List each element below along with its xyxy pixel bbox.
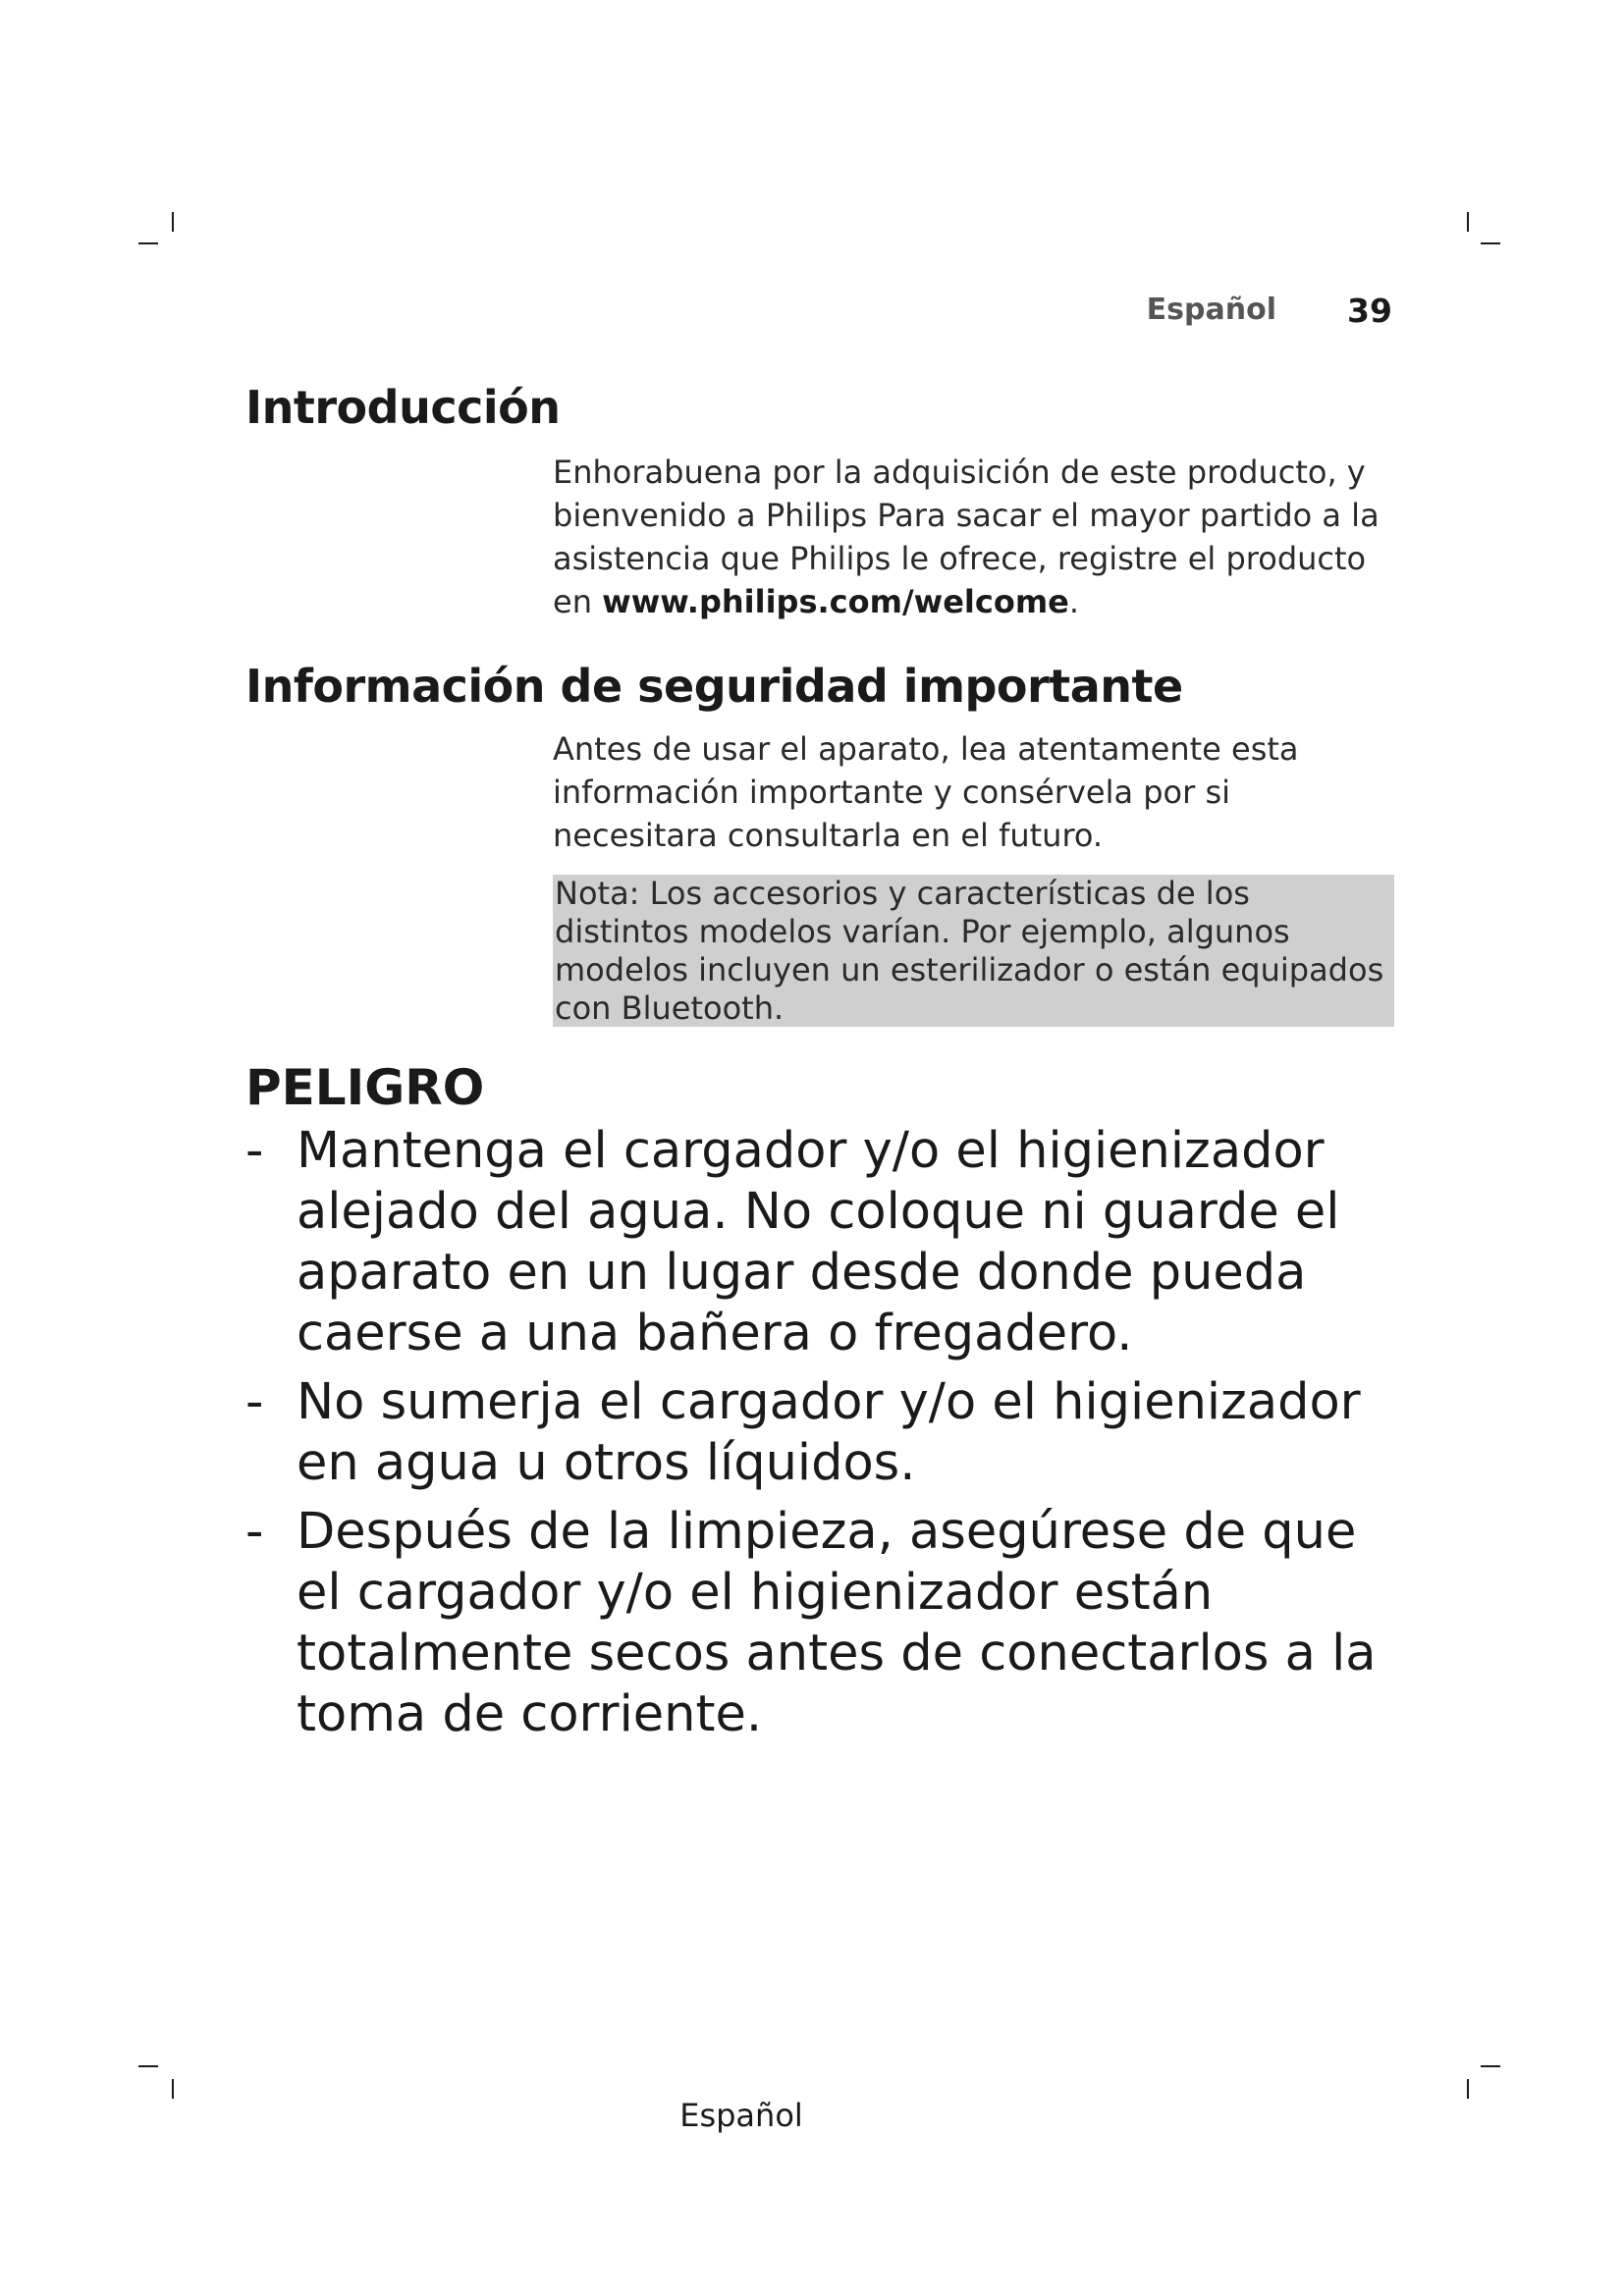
crop-mark-bottom-right-v	[1467, 2079, 1469, 2099]
bullet-dash: -	[245, 1373, 264, 1431]
danger-list	[245, 1121, 1404, 1753]
crop-mark-top-right-v	[1467, 212, 1469, 232]
crop-mark-bottom-left-h	[138, 2065, 158, 2067]
footer-language: Español	[679, 2097, 803, 2134]
safety-paragraph: Antes de usar el aparato, lea atentamente esta información importante y consérvela por si necesitara consultarla en el futuro.	[553, 730, 1299, 854]
danger-item	[245, 1502, 1404, 1745]
crop-mark-top-left-v	[172, 212, 174, 232]
crop-mark-top-left-h	[138, 242, 158, 244]
section-title-seguridad: Información de seguridad importante	[245, 660, 1183, 713]
danger-heading: PELIGRO	[245, 1059, 485, 1116]
crop-mark-bottom-right-h	[1481, 2065, 1500, 2067]
danger-item	[245, 1121, 1404, 1364]
intro-text: Enhorabuena por la adquisición de este producto, y bienvenido a Philips Para sacar el mayor partido a la asistencia que Philips le ofrece, registre el producto en	[553, 454, 1380, 620]
section-title-introduccion: Introducción	[245, 381, 561, 434]
danger-item-text: Mantenga el cargador y/o el higienizador alejado del agua. No coloque ni guarde el aparato en un lugar desde donde pueda caerse a una bañera o fregadero.	[297, 1122, 1340, 1362]
note-box: Nota: Los accesorios y características de los distintos modelos varían. Por ejemplo, algunos modelos incluyen un esterilizador o están equipados con Bluetooth.	[553, 875, 1394, 1027]
crop-mark-top-right-h	[1481, 242, 1500, 244]
danger-item	[245, 1372, 1404, 1494]
intro-text-end: .	[1068, 583, 1080, 620]
intro-paragraph	[553, 451, 1397, 623]
header-language: Español	[1146, 293, 1276, 327]
bullet-dash: -	[245, 1122, 264, 1180]
welcome-url-link[interactable]: www.philips.com/welcome	[602, 583, 1069, 620]
crop-mark-bottom-left-v	[172, 2079, 174, 2099]
page-number: 39	[1347, 292, 1392, 330]
bullet-dash: -	[245, 1503, 264, 1561]
danger-item-text: Después de la limpieza, asegúrese de que el cargador y/o el higienizador están totalmente secos antes de conectarlos a la toma de corriente.	[297, 1503, 1377, 1743]
danger-item-text: No sumerja el cargador y/o el higienizador en agua u otros líquidos.	[297, 1373, 1361, 1492]
